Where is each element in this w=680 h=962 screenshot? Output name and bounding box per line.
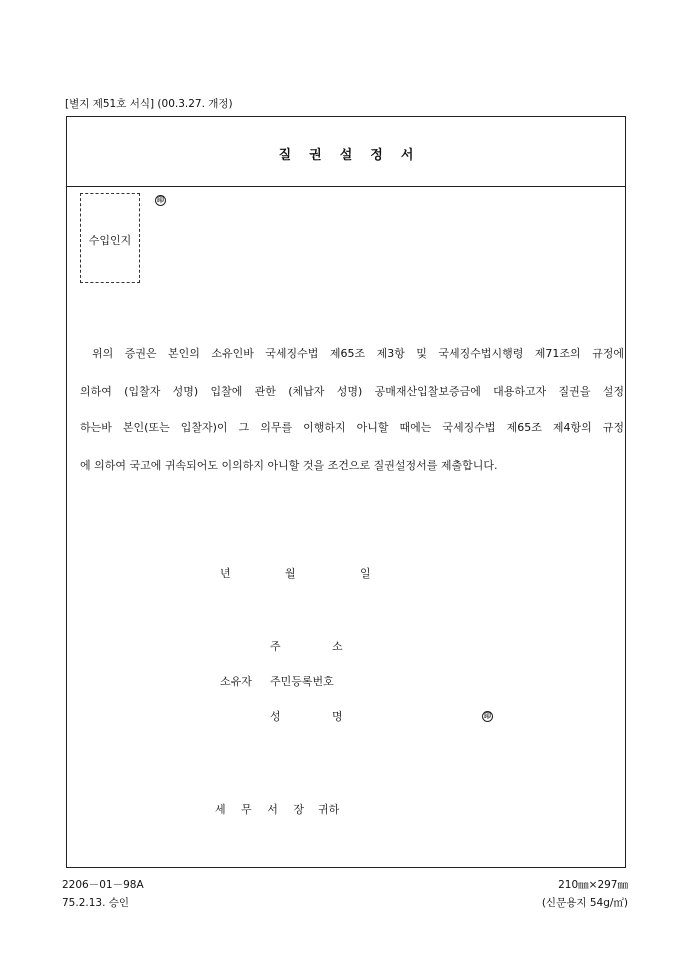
name-label-1: 성 [270, 710, 281, 723]
footer-form-code: 2206－01－98A [62, 879, 144, 891]
address-label-1: 주 [270, 640, 281, 653]
body-text-line-4: 에 의하여 국고에 귀속되어도 이의하지 아니할 것을 조건으로 질권설정서를 제출합니다. [80, 459, 498, 472]
resident-id-label: 주민등록번호 [270, 675, 334, 688]
seal-mark-stamp: 印 [157, 196, 164, 204]
date-year-label: 년 [220, 567, 231, 580]
document-title: 질권설정서 [278, 148, 432, 163]
body-text-line-2: 의하여 (입찰자 성명) 입찰에 관한 (체납자 성명) 공매재산입찰보증금에 대용하고자 질권을 설정 [80, 385, 624, 398]
revenue-stamp-label: 수입인지 [88, 234, 132, 247]
date-day-label: 일 [360, 567, 371, 580]
body-text-line-3: 하는바 본인(또는 입찰자)이 그 의무를 이행하지 아니할 때에는 국세징수법 제65조 제4항의 규정 [80, 421, 624, 434]
date-month-label: 월 [285, 567, 296, 580]
owner-role-label: 소유자 [220, 675, 252, 688]
seal-mark-signature: 印 [484, 712, 491, 720]
footer-paper-type: (신문용지 54g/㎡) [541, 897, 628, 909]
address-label-2: 소 [332, 640, 343, 653]
revenue-stamp-box [80, 193, 140, 283]
recipient-office: 세 무 서 장 [215, 803, 310, 816]
footer-paper-size: 210㎜×297㎜ [558, 879, 628, 891]
title-row [67, 117, 625, 187]
form-frame [66, 116, 626, 868]
footer-approval-date: 75.2.13. 승인 [62, 897, 130, 909]
body-text-line-1: 위의 증권은 본인의 소유인바 국세징수법 제65조 제3항 및 국세징수법시행령 제71조의 규정에 [92, 347, 624, 360]
name-label-2: 명 [332, 710, 343, 723]
form-number-label: [별지 제51호 서식] (00.3.27. 개정) [65, 98, 233, 110]
recipient-suffix: 귀하 [318, 803, 340, 816]
